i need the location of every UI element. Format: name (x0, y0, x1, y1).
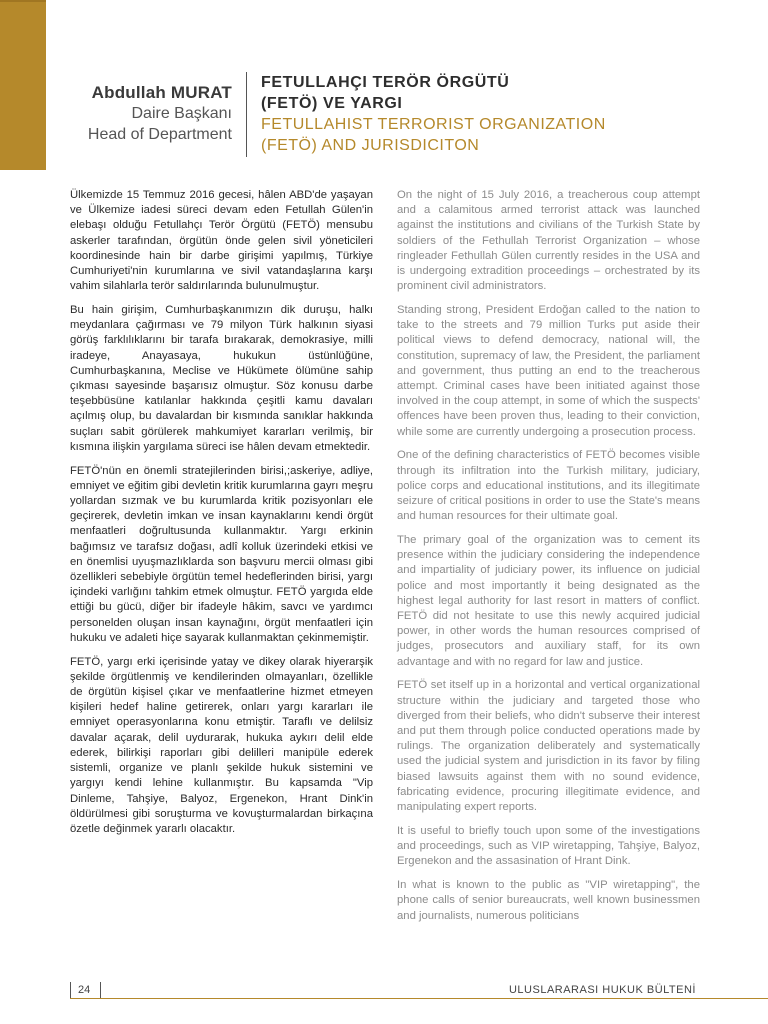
author-role-tr: Daire Başkanı (131, 105, 232, 122)
title-tr-line-2: (FETÖ) VE YARGI (261, 95, 403, 112)
english-column (397, 188, 700, 932)
en-paragraph-4: The primary goal of the organization was to cement its presence within the judiciary considering the independence and impartiality of judiciary power, its influence on judicial police and most importantly it being designated as the highest legal authority for last resort in matters of conflict. FETÖ did not hesitate to use this newly acquired judicial power, in other words the human resources comprised of judges, prosecutors and auxiliary staff, for its own advantage and with no regard for law and justice. (397, 534, 700, 668)
author-role-en: Head of Department (87, 126, 232, 143)
footer-tick-right (100, 982, 101, 998)
en-paragraph-2: Standing strong, President Erdoğan called to the nation to take to the streets and 79 million Turks put aside their political views to defend democracy, national will, the constitution, supremacy of law, the President, the parliament and government, thus putting an end to the treacherous attempt. Criminal cases have been initiated against those involved in the coup attempt, in some of which the suspects' offences have been proven thus, leading to their conviction, while some are currently undergoing a prosecution process. (397, 304, 700, 438)
en-paragraph-7: In what is known to the public as "VIP wiretapping", the phone calls of senior bureaucrats, well known businessmen and journalists, numerous politicians (397, 879, 700, 922)
article-title-block (261, 72, 606, 156)
author-name: Abdullah MURAT (91, 83, 232, 102)
publication-title: ULUSLARARASI HUKUK BÜLTENİ (508, 984, 696, 996)
gold-accent-bar (0, 0, 46, 170)
footer-rule (70, 998, 768, 999)
tr-paragraph-3: FETÖ'nün en önemli stratejilerinden birisi,;askeriye, adliye, emniyet ve eğitim gibi devletin kritik kurumlarına gayrı meşru yollardan sızmak ve bu kurumlarda kritik pozisyonları ele geçirerek, devletin imkan ve insan kaynaklarını kendi örgüt menfaatleri doğrultusunda kullanmaktır. Yargı erkinin bağımsız ve tarafsız doğası, adlî kolluk üzerindeki etkisi ve en önemlisi uyuşmazlıklarda son başvuru mercii olması gibi özellikleri sebebiyle örgütün temel hedeflerinden birisi, yargı içindeki varlığını tahkim etmek olmuştur. FETÖ yargıda elde ettiği bu gücü, diğer bir ifadeyle hâkim, savcı ve yardımcı personelden oluşan insan kaynağını, örgüt menfaatleri için hukuku ve adaleti hiçe sayarak kullanmaktan çekinmemiştir. (70, 464, 373, 644)
page-number: 24 (78, 984, 91, 996)
turkish-column (70, 188, 373, 846)
tr-paragraph-4: FETÖ, yargı erki içerisinde yatay ve dikey olarak hiyerarşik şekilde örgütlenmiş ve kendilerinden olmayanları, özellikle de örgütün kişisel çıkar ve menfaatlerine hizmet etmeyen kişileri hedef haline getirerek, onları yargı kararları ile emniyet operasyonlarına konu etmiştir. Taraflı ve delilsiz davalar açarak, delil uydurarak, hukuka aykırı delil elde ederek, bilirkişi raporları gibi delilleri manipüle ederek sistemli, organize ve planlı şekilde hukuk sistemini ve yargıyı kendi lehine kullanmıştır. Bu kapsamda "Vip Dinleme, Tahşiye, Balyoz, Ergenekon, Hrant Dink'in öldürülmesi gibi soruşturma ve kovuşturmalardan birkaçına özetle değinmek yararlı olacaktır. (70, 655, 373, 835)
tr-paragraph-1: Ülkemizde 15 Temmuz 2016 gecesi, hâlen ABD'de yaşayan ve Ülkemize iadesi süreci devam eden Fetullah Gülen'in elebaşı olduğu Fetullahçı Terör Örgütü (FETÖ) mensubu askerler tarafından, örgütün önde gelen sivil yöneticileri koordinesinde hain bir darbe girişimi yapılmış, Türkiye Cumhuriyeti'nin kurumlarına ve sivil vatandaşlarına karşı vahim silahlarla terör saldırılarında bulunulmuştur. (70, 189, 373, 293)
title-en-line-1: FETULLAHIST TERRORIST ORGANIZATION (261, 116, 606, 133)
footer-tick-left (70, 982, 71, 998)
author-block (88, 82, 232, 145)
en-paragraph-6: It is useful to briefly touch upon some of the investigations and proceedings, such as VIP wiretapping, Tahşiye, Balyoz, Ergenekon and the assasination of Hrant Dink. (397, 824, 700, 868)
gold-accent-edge (0, 0, 46, 2)
en-paragraph-1: On the night of 15 July 2016, a treacherous coup attempt and a calamitous armed terrorist attack was launched against the institutions and civilians of the Turkish State by soldiers of the Fethullah Terrorist Organization – whose ringleader Fethullah Gülen currently resides in the USA and is undergoing extradition proceedings – orchestrated by its prominent civil administrators. (397, 189, 700, 293)
header-divider (246, 72, 247, 157)
title-tr-line-1: FETULLAHÇI TERÖR ÖRGÜTÜ (261, 74, 510, 91)
en-paragraph-3: One of the defining characteristics of FETÖ becomes visible through its infiltration into the Turkish military, judiciary, police corps and educational institutions, and its illegitimate seizure of critical positions in order to use the State's means and human resources for their ultimate goal. (397, 449, 700, 523)
tr-paragraph-2: Bu hain girişim, Cumhurbaşkanımızın dik duruşu, halkı meydanlara çağırması ve 79 milyon Türk halkının siyasi görüş farklılıklarını bir tarafa bırakarak, demokrasiye, milli iradeye, Anayasaya, hukukun üstünlüğüne, Cumhurbaşkanına, Meclise ve Hükümete ölümüne sahip çıkması sayesinde başarısız olmuştur. Söz konusu darbe teşebbüsüne katılanlar hakkında çeşitli kamu davaları açılmış olup, bu davalardan bir kısmında sanıklar hakkında suçları sabit görülerek mahkumiyet kararları verilmiş, bir kısmına ilişkin yargılama süreci ise hâlen devam etmektedir. (70, 304, 373, 453)
title-en-line-2: (FETÖ) AND JURISDICITON (261, 137, 480, 154)
en-paragraph-5: FETÖ set itself up in a horizontal and vertical organizational structure within the judiciary and targeted those who diverged from their beliefs, who didn't subserve their interest and put them through police conducted operations made by rulings. The organization deliberately and systematically used the judicial system and jurisdiction in its favor by filing biased lawsuits against them with no sound evidence, fabricating evidence, procuring illegitimate evidence, and manipulating expert reports. (397, 679, 700, 814)
